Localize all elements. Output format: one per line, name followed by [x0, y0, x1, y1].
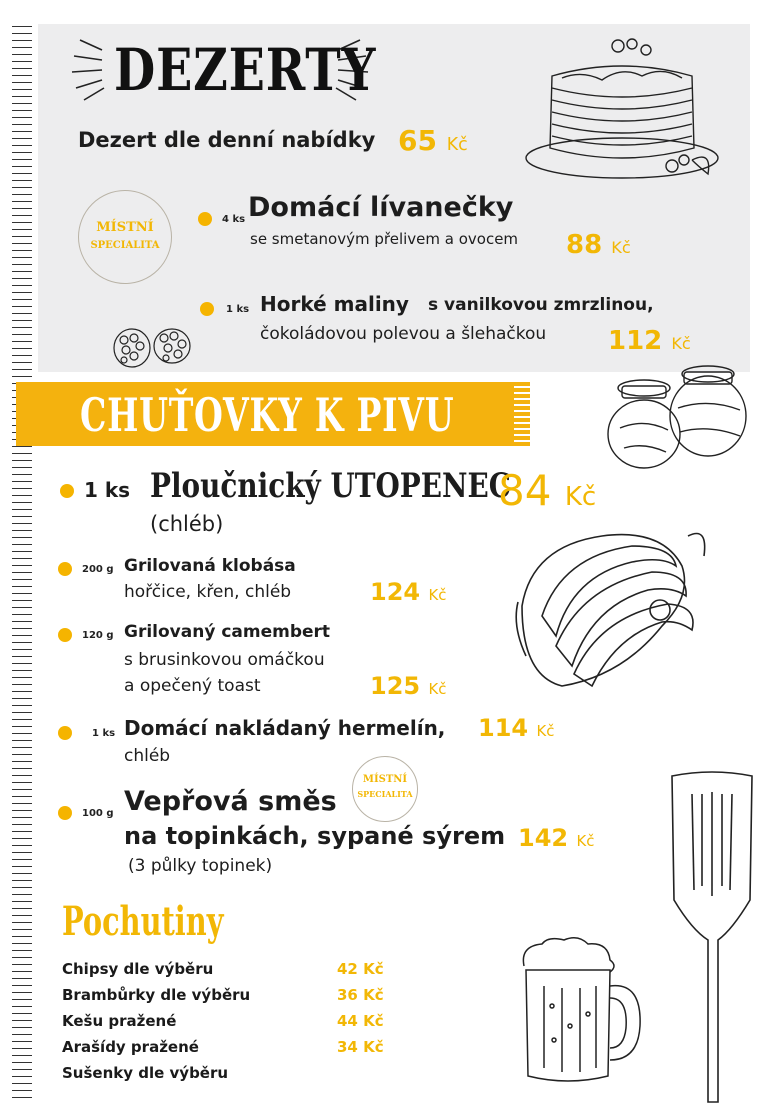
- price-value: 142: [518, 824, 569, 852]
- menu-item-title-line2: na topinkách, sypané sýrem: [124, 822, 506, 850]
- item-quantity: 1 ks: [226, 304, 250, 315]
- item-quantity: 1 ks: [84, 478, 131, 502]
- menu-item-title: Domácí lívanečky: [248, 192, 514, 223]
- item-quantity: 200 g: [82, 564, 114, 575]
- menu-item-title: Domácí nakládaný hermelín,: [124, 716, 446, 740]
- menu-item-price: [370, 578, 446, 606]
- snack-item-title: Sušenky dle výběru: [62, 1064, 229, 1082]
- spatula-illustration: [662, 770, 762, 1106]
- menu-item-title: Horké maliny: [260, 292, 409, 316]
- menu-item-title: Dezert dle denní nabídky: [78, 128, 376, 152]
- price-value: 114: [478, 714, 529, 742]
- currency-label: Kč: [564, 482, 597, 512]
- menu-item-description-line2: a opečený toast: [124, 676, 261, 696]
- menu-item-price: [478, 714, 554, 742]
- beer-mug-illustration: [518, 936, 648, 1086]
- menu-item-description: čokoládovou polevou a šlehačkou: [260, 324, 547, 344]
- pancake-stack-illustration: [522, 36, 722, 186]
- currency-label: Kč: [446, 135, 468, 155]
- menu-item-title: Grilovaná klobása: [124, 556, 296, 576]
- sausage-illustration: [512, 506, 712, 702]
- price-value: 125: [370, 672, 421, 700]
- currency-label: Kč: [428, 680, 447, 698]
- currency-label: Kč: [671, 334, 691, 353]
- price-value: 84: [498, 466, 552, 515]
- menu-item-price: [398, 124, 468, 157]
- jar-illustration: [604, 358, 754, 474]
- stamp-line-1: MÍSTNÍ: [96, 220, 154, 235]
- menu-item-description: s brusinkovou omáčkou: [124, 650, 325, 670]
- stamp-line-1: MÍSTNÍ: [362, 774, 408, 785]
- menu-item-title-rest: s vanilkovou zmrzlinou,: [428, 295, 654, 315]
- menu-item-description: hořčice, křen, chléb: [124, 582, 292, 602]
- stamp-line-2: SPECIALITA: [90, 240, 160, 251]
- currency-label: Kč: [428, 586, 447, 604]
- snack-item-title: Arašídy pražené: [62, 1038, 199, 1056]
- menu-item-price: [518, 824, 594, 852]
- snack-item-title: Kešu pražené: [62, 1012, 177, 1030]
- currency-label: Kč: [576, 832, 595, 850]
- snack-item-price: 44 Kč: [337, 1012, 384, 1030]
- snack-item-price: 42 Kč: [337, 960, 384, 978]
- local-specialty-stamp: [352, 756, 418, 822]
- price-value: 112: [608, 326, 663, 356]
- snacks-subheading: Pochutiny: [62, 898, 224, 945]
- stamp-line-2: SPECIALITA: [357, 789, 413, 799]
- menu-item-description: (chléb): [150, 512, 224, 536]
- bullet-dot: [58, 806, 72, 820]
- item-quantity: 4 ks: [222, 214, 246, 225]
- menu-item-title: Grilovaný camembert: [124, 622, 331, 642]
- item-quantity: 100 g: [82, 808, 114, 819]
- desserts-heading: DEZERTY: [114, 36, 377, 104]
- price-value: 88: [566, 230, 603, 260]
- bullet-dot: [60, 484, 74, 498]
- ruler-edge-decoration: [12, 26, 32, 1101]
- snack-item-price: 34 Kč: [337, 1038, 384, 1056]
- bullet-dot: [58, 628, 72, 642]
- bullet-dot: [200, 302, 214, 316]
- menu-item-price: [566, 230, 631, 260]
- menu-item-description: (3 půlky topinek): [128, 856, 273, 876]
- snacks-heading: CHUŤOVKY K PIVU: [80, 388, 455, 442]
- currency-label: Kč: [611, 238, 631, 257]
- menu-item-price: [370, 672, 446, 700]
- menu-item-price: [608, 326, 691, 356]
- menu-item-description: se smetanovým přelivem a ovocem: [250, 230, 519, 248]
- local-specialty-stamp: [78, 190, 172, 284]
- snack-item-price: 36 Kč: [337, 986, 384, 1004]
- bullet-dot: [58, 726, 72, 740]
- price-value: 65: [398, 124, 437, 157]
- currency-label: Kč: [536, 722, 555, 740]
- bullet-dot: [58, 562, 72, 576]
- bullet-dot: [198, 212, 212, 226]
- snack-item-title: Brambůrky dle výběru: [62, 986, 251, 1004]
- snack-item-title: Chipsy dle výběru: [62, 960, 214, 978]
- item-quantity: 1 ks: [92, 728, 116, 739]
- menu-item-description: chléb: [124, 746, 171, 766]
- menu-item-title: Ploučnický UTOPENEC: [150, 466, 511, 506]
- raspberry-illustration: [110, 324, 194, 370]
- price-value: 124: [370, 578, 421, 606]
- item-quantity: 120 g: [82, 630, 114, 641]
- menu-item-title: Vepřová směs: [124, 786, 337, 817]
